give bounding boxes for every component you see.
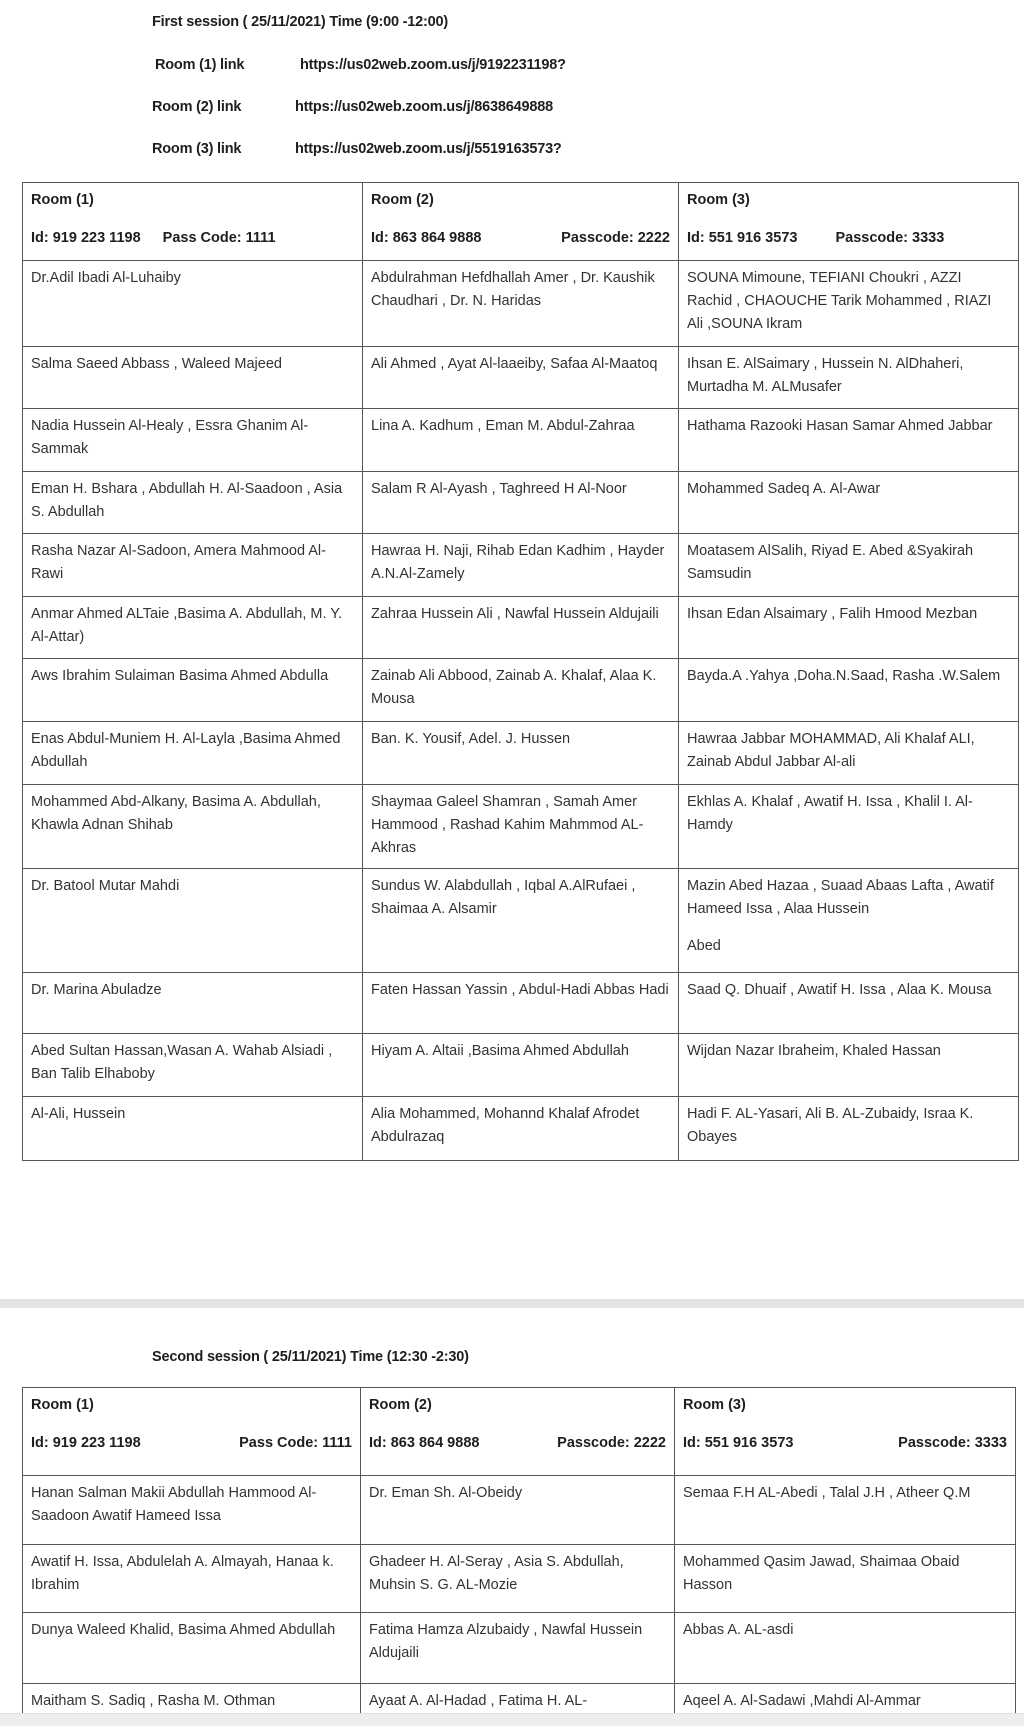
cell-room2: Hawraa H. Naji, Rihab Edan Kadhim , Hayder A.N.Al-Zamely xyxy=(363,534,679,597)
room1-link-label: Room (1) link xyxy=(155,57,245,73)
room-id: Id: 863 864 9888 xyxy=(371,230,482,246)
room-credentials xyxy=(371,227,670,250)
table-row xyxy=(23,597,1019,659)
cell-room1: Nadia Hussein Al-Healy , Essra Ghanim Al-Sammak xyxy=(23,409,363,472)
cell-room1: Dunya Waleed Khalid, Basima Ahmed Abdullah xyxy=(23,1613,361,1684)
cell-room1: Dr.Adil Ibadi Al-Luhaiby xyxy=(23,261,363,347)
table-row xyxy=(23,347,1019,409)
table-row xyxy=(23,1613,1016,1684)
table-row xyxy=(23,472,1019,534)
table-header-row xyxy=(23,1388,1016,1476)
cell-room3: Mohammed Sadeq A. Al-Awar xyxy=(679,472,1019,534)
room-credentials xyxy=(31,1432,352,1455)
cell-room3: SOUNA Mimoune, TEFIANI Choukri , AZZI Rachid , CHAOUCHE Tarik Mohammed , RIAZI Ali ,SOUNA Ikram xyxy=(679,261,1019,347)
room2-link-label: Room (2) link xyxy=(152,99,242,115)
cell-room1: Rasha Nazar Al-Sadoon, Amera Mahmood Al-Rawi xyxy=(23,534,363,597)
cell-room1: Salma Saeed Abbass , Waleed Majeed xyxy=(23,347,363,409)
session1-schedule-table xyxy=(22,182,1019,1161)
cell-room3: Mohammed Qasim Jawad, Shaimaa Obaid Hasson xyxy=(675,1545,1016,1613)
room-credentials xyxy=(369,1432,666,1455)
cell-room1: Al-Ali, Hussein xyxy=(23,1097,363,1161)
room-credentials xyxy=(31,227,354,250)
cell-text: Mazin Abed Hazaa , Suaad Abaas Lafta , Awatif Hameed Issa , Alaa Hussein xyxy=(687,878,994,917)
room1-link-url[interactable]: https://us02web.zoom.us/j/9192231198? xyxy=(300,57,566,73)
cell-room2: Alia Mohammed, Mohannd Khalaf Afrodet Abdulrazaq xyxy=(363,1097,679,1161)
session1-title: First session ( 25/11/2021) Time (9:00 -12:00) xyxy=(152,14,448,30)
room-id: Id: 863 864 9888 xyxy=(369,1435,480,1451)
cell-room3 xyxy=(679,869,1019,973)
cell-room3: Ekhlas A. Khalaf , Awatif H. Issa , Khalil I. Al-Hamdy xyxy=(679,785,1019,869)
cell-room3: Semaa F.H AL-Abedi , Talal J.H , Atheer Q.M xyxy=(675,1476,1016,1545)
cell-room3: Aqeel A. Al-Sadawi ,Mahdi Al-Ammar xyxy=(675,1684,1016,1714)
room-title: Room (1) xyxy=(31,1397,94,1413)
room-credentials xyxy=(687,227,1010,250)
cell-room3: Wijdan Nazar Ibraheim, Khaled Hassan xyxy=(679,1034,1019,1097)
cell-room1: Enas Abdul-Muniem H. Al-Layla ,Basima Ahmed Abdullah xyxy=(23,722,363,785)
room3-link-url[interactable]: https://us02web.zoom.us/j/5519163573? xyxy=(295,141,562,157)
room-passcode: Passcode: 2222 xyxy=(557,1435,666,1451)
room3-header-cell xyxy=(679,183,1019,261)
table-row xyxy=(23,869,1019,973)
cell-room2: Lina A. Kadhum , Eman M. Abdul-Zahraa xyxy=(363,409,679,472)
room-passcode: Passcode: 3333 xyxy=(898,1435,1007,1451)
cell-room2: Shaymaa Galeel Shamran , Samah Amer Hammood , Rashad Kahim Mahmmod AL-Akhras xyxy=(363,785,679,869)
cell-room3: Hawraa Jabbar MOHAMMAD, Ali Khalaf ALI, Zainab Abdul Jabbar Al-ali xyxy=(679,722,1019,785)
room2-link-url[interactable]: https://us02web.zoom.us/j/8638649888 xyxy=(295,99,553,115)
cell-room3: Hathama Razooki Hasan Samar Ahmed Jabbar xyxy=(679,409,1019,472)
cell-room1: Eman H. Bshara , Abdullah H. Al-Saadoon , Asia S. Abdullah xyxy=(23,472,363,534)
cell-room3: Hadi F. AL-Yasari, Ali B. AL-Zubaidy, Israa K. Obayes xyxy=(679,1097,1019,1161)
cell-room3: Abbas A. AL-asdi xyxy=(675,1613,1016,1684)
room1-header-cell xyxy=(23,1388,361,1476)
cell-room2: Ban. K. Yousif, Adel. J. Hussen xyxy=(363,722,679,785)
cell-text-continued: Abed xyxy=(687,938,721,954)
table-row xyxy=(23,261,1019,347)
room-passcode: Pass Code: 1111 xyxy=(162,230,276,246)
table-row xyxy=(23,1684,1016,1714)
page-separator xyxy=(0,1299,1024,1308)
cell-room1: Dr. Batool Mutar Mahdi xyxy=(23,869,363,973)
room1-header-cell xyxy=(23,183,363,261)
room-credentials xyxy=(683,1432,1007,1455)
cell-room2: Abdulrahman Hefdhallah Amer , Dr. Kaushik Chaudhari , Dr. N. Haridas xyxy=(363,261,679,347)
cell-room1: Maitham S. Sadiq , Rasha M. Othman xyxy=(23,1684,361,1714)
cell-room2: Zainab Ali Abbood, Zainab A. Khalaf, Alaa K. Mousa xyxy=(363,659,679,722)
table-row xyxy=(23,1034,1019,1097)
cell-room3: Ihsan E. AlSaimary , Hussein N. AlDhaheri, Murtadha M. ALMusafer xyxy=(679,347,1019,409)
room-passcode: Passcode: 2222 xyxy=(561,230,670,246)
cell-room1: Hanan Salman Makii Abdullah Hammood Al-Saadoon Awatif Hameed Issa xyxy=(23,1476,361,1545)
table-row xyxy=(23,785,1019,869)
table-row xyxy=(23,1545,1016,1613)
cell-room2: Ghadeer H. Al-Seray , Asia S. Abdullah, Muhsin S. G. AL-Mozie xyxy=(361,1545,675,1613)
cell-room3: Moatasem AlSalih, Riyad E. Abed &Syakirah Samsudin xyxy=(679,534,1019,597)
page-bottom-edge xyxy=(0,1713,1024,1726)
table-row xyxy=(23,659,1019,722)
room-passcode: Passcode: 3333 xyxy=(835,230,945,246)
room-title: Room (3) xyxy=(683,1397,746,1413)
cell-room2: Salam R Al-Ayash , Taghreed H Al-Noor xyxy=(363,472,679,534)
cell-room2: Faten Hassan Yassin , Abdul-Hadi Abbas Hadi xyxy=(363,973,679,1034)
cell-room2: Ayaat A. Al-Hadad , Fatima H. AL- xyxy=(361,1684,675,1714)
cell-room2: Ali Ahmed , Ayat Al-laaeiby, Safaa Al-Maatoq xyxy=(363,347,679,409)
room-title: Room (2) xyxy=(371,192,434,208)
cell-room1: Anmar Ahmed ALTaie ,Basima A. Abdullah, M. Y. Al-Attar) xyxy=(23,597,363,659)
cell-room2: Hiyam A. Altaii ,Basima Ahmed Abdullah xyxy=(363,1034,679,1097)
table-row xyxy=(23,534,1019,597)
room-id: Id: 551 916 3573 xyxy=(687,230,798,246)
cell-room2: Sundus W. Alabdullah , Iqbal A.AlRufaei , Shaimaa A. Alsamir xyxy=(363,869,679,973)
room-passcode: Pass Code: 1111 xyxy=(239,1435,352,1451)
room3-header-cell xyxy=(675,1388,1016,1476)
session2-schedule-table xyxy=(22,1387,1016,1714)
room-id: Id: 919 223 1198 xyxy=(31,230,141,246)
room-title: Room (2) xyxy=(369,1397,432,1413)
table-row xyxy=(23,409,1019,472)
room-id: Id: 919 223 1198 xyxy=(31,1435,141,1451)
room-title: Room (1) xyxy=(31,192,94,208)
cell-room1: Aws Ibrahim Sulaiman Basima Ahmed Abdulla xyxy=(23,659,363,722)
cell-room2: Fatima Hamza Alzubaidy , Nawfal Hussein Aldujaili xyxy=(361,1613,675,1684)
cell-room2: Dr. Eman Sh. Al-Obeidy xyxy=(361,1476,675,1545)
room2-header-cell xyxy=(361,1388,675,1476)
cell-room3: Ihsan Edan Alsaimary , Falih Hmood Mezban xyxy=(679,597,1019,659)
session2-title: Second session ( 25/11/2021) Time (12:30 -2:30) xyxy=(152,1349,469,1365)
table-header-row xyxy=(23,183,1019,261)
table-row xyxy=(23,1476,1016,1545)
table-row xyxy=(23,973,1019,1034)
cell-room2: Zahraa Hussein Ali , Nawfal Hussein Aldujaili xyxy=(363,597,679,659)
room2-header-cell xyxy=(363,183,679,261)
room-id: Id: 551 916 3573 xyxy=(683,1435,794,1451)
cell-room1: Mohammed Abd-Alkany, Basima A. Abdullah, Khawla Adnan Shihab xyxy=(23,785,363,869)
cell-room1: Dr. Marina Abuladze xyxy=(23,973,363,1034)
cell-room3: Bayda.A .Yahya ,Doha.N.Saad, Rasha .W.Salem xyxy=(679,659,1019,722)
cell-room3: Saad Q. Dhuaif , Awatif H. Issa , Alaa K. Mousa xyxy=(679,973,1019,1034)
table-row xyxy=(23,1097,1019,1161)
room3-link-label: Room (3) link xyxy=(152,141,242,157)
room-title: Room (3) xyxy=(687,192,750,208)
cell-room1: Awatif H. Issa, Abdulelah A. Almayah, Hanaa k. Ibrahim xyxy=(23,1545,361,1613)
cell-room1: Abed Sultan Hassan,Wasan A. Wahab Alsiadi , Ban Talib Elhaboby xyxy=(23,1034,363,1097)
table-row xyxy=(23,722,1019,785)
